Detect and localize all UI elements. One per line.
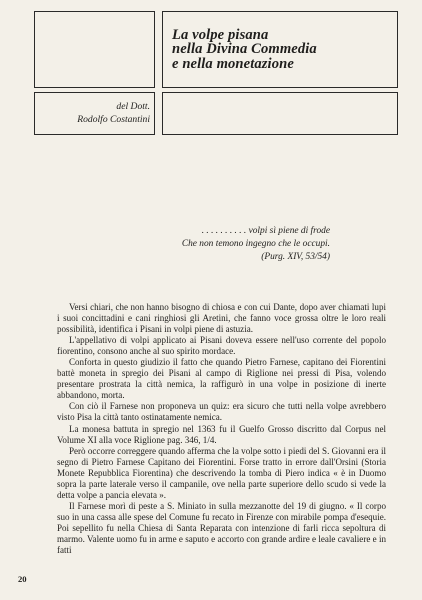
article-title (172, 28, 392, 71)
body-paragraph: La monesa battuta in spregio nel 1363 fu il Guelfo Grosso discritto dal Corpus nel Volume XI alla voce Riglione pag. 346, 1/4. (57, 423, 386, 445)
author-byline (38, 100, 150, 126)
epigraph (130, 225, 330, 264)
author-name: Rodolfo Costantini (77, 114, 150, 125)
article-title-line: nella Divina Commedia (172, 41, 317, 58)
page-number: 20 (18, 574, 27, 584)
article-title-line: La volpe pisana (172, 27, 269, 43)
body-paragraph: Però occorre correggere quando afferma che la volpe sotto i piedi del S. Giovanni era il segno di Pietro Farnese Capitano dei Fiorentini. Forse tratto in errore dall'Orsini (Storia Monete Repubblica Fiorentina) che descrivendo la tomba di Piero indica « è in Duomo sopra la parte laterale verso il campanile, ove nella parte superiore dello scudo si vede la detta volpe a pancia elevata ». (57, 445, 386, 500)
article-title-line: e nella monetazione (172, 55, 294, 72)
body-paragraph: Con ciò il Farnese non proponeva un quiz: era sicuro che tutti nella volpe avrebbero visto Pisa la città tanto ostinatamente nemica. (57, 401, 386, 423)
body-paragraph: Conforta in questo giudizio il fatto che quando Pietro Farnese, capitano dei Fiorentini battè moneta in spregio dei Pisani al campo di Riglione nei pressi di Pisa, volendo presentare prostrata la città nemica, la raffigurò in una volpe in posizione di inerte abbandono, morta. (57, 357, 386, 401)
body-paragraph: Versi chiari, che non hanno bisogno di chiosa e con cui Dante, dopo aver chiamati lupi i suoi concittadini e cani ringhiosi gli Aretini, che fanno voce grossa oltre le loro reali possibilità, identifica i Pisani in volpi piene di astuzia. (57, 302, 386, 335)
author-prefix: del Dott. (116, 101, 150, 112)
body-paragraph: L'appellativo di volpi applicato ai Pisani doveva essere nell'uso corrente del popolo fiorentino, consono anche al suo spirito mordace. (57, 335, 386, 357)
epigraph-line: Che non temono ingegno che le occupi. (181, 239, 330, 249)
body-paragraph: Il Farnese morì di peste a S. Miniato in sulla mezzanotte del 19 di giugno. « Il corpo suo in una cassa alle spese del Comune fu recato in Firenze con mirabile pompa d'esequie. Poi sepellito fu nella Chiesa di Santa Reparata con intenzione di farli ricca sepoltura di marmo. Valente uomo fu in arme e saputo e accorto con grande ardire e leale cavaliere e in fatti (57, 500, 386, 556)
epigraph-line: . . . . . . . . . . volpi sì piene di frode (201, 226, 330, 236)
header-frame-left (34, 11, 155, 88)
article-body (57, 302, 386, 556)
header-frame-right (162, 92, 398, 135)
epigraph-citation: (Purg. XIV, 53/54) (261, 252, 330, 262)
